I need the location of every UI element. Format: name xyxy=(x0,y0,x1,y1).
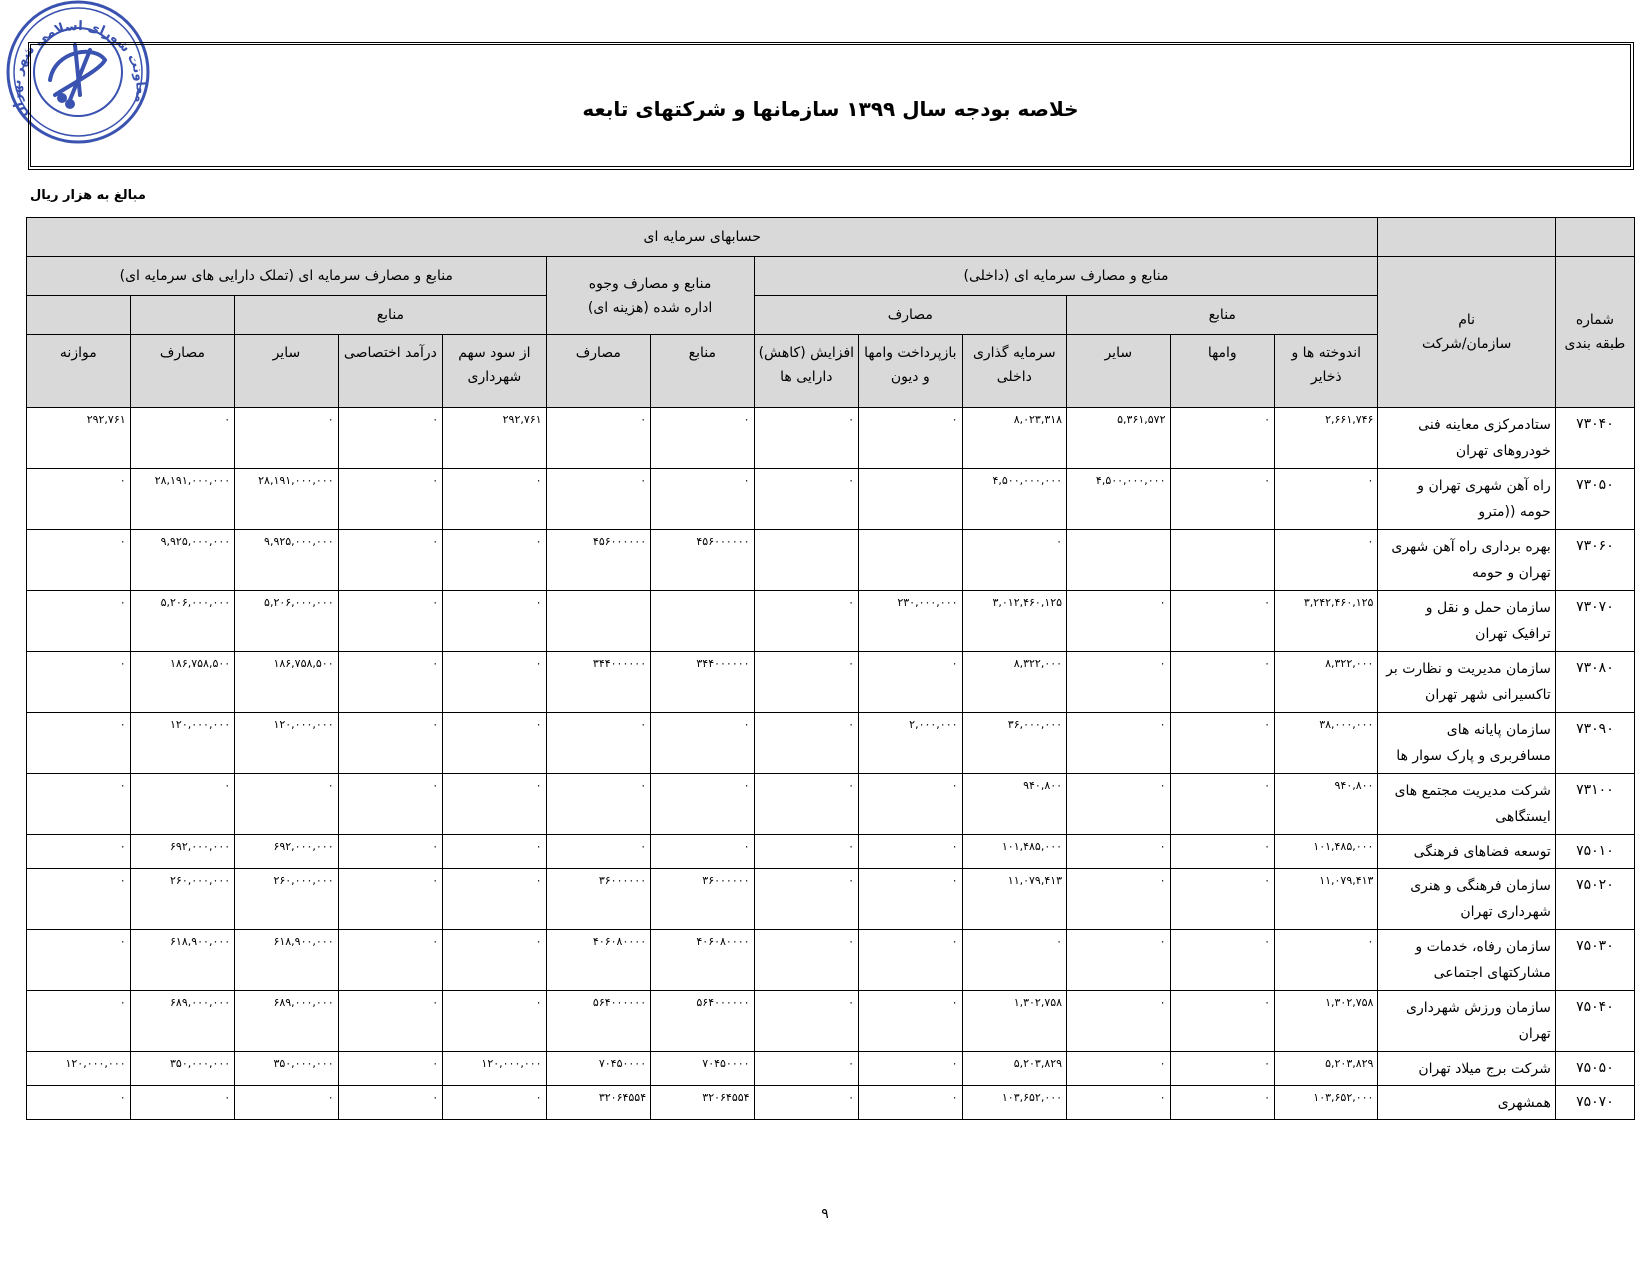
row-value: ۰ xyxy=(651,713,754,774)
header-blank-balance xyxy=(27,296,131,335)
row-value: ۰ xyxy=(1275,469,1378,530)
row-value xyxy=(754,530,859,591)
row-value: ۰ xyxy=(27,835,131,869)
row-value: ۰ xyxy=(754,1052,859,1086)
row-value: ۲,۶۶۱,۷۴۶ xyxy=(1275,408,1378,469)
row-value: ۰ xyxy=(1067,713,1170,774)
row-value: ۲,۰۰۰,۰۰۰ xyxy=(859,713,962,774)
row-value: ۰ xyxy=(27,652,131,713)
row-code: ۷۳۰۸۰ xyxy=(1555,652,1634,713)
row-value: ۰ xyxy=(1067,652,1170,713)
row-value: ۰ xyxy=(962,930,1067,991)
row-value: ۰ xyxy=(859,652,962,713)
row-value: ۵,۲۰۶,۰۰۰,۰۰۰ xyxy=(235,591,338,652)
row-value: ۵,۲۰۶,۰۰۰,۰۰۰ xyxy=(130,591,235,652)
row-value: ۰ xyxy=(338,591,443,652)
row-value: ۱۰۱,۴۸۵,۰۰۰ xyxy=(1275,835,1378,869)
row-value: ۰ xyxy=(1067,991,1170,1052)
row-value: ۰ xyxy=(754,991,859,1052)
row-value: ۰ xyxy=(1067,774,1170,835)
col-managed-sources: منابع xyxy=(651,335,754,408)
row-value xyxy=(1067,530,1170,591)
row-value: ۰ xyxy=(338,469,443,530)
col-internal-investment: سرمایه گذاری داخلی xyxy=(962,335,1067,408)
header-capital-accounts: حسابهای سرمایه ای xyxy=(27,218,1378,257)
row-value: ۰ xyxy=(130,1086,235,1120)
row-value: ۰ xyxy=(651,469,754,530)
page-title: خلاصه بودجه سال ۱۳۹۹ سازمانها و شرکتهای تابعه xyxy=(582,97,1079,121)
table-row xyxy=(27,774,1635,835)
row-value: ۰ xyxy=(754,774,859,835)
table-row xyxy=(27,869,1635,930)
row-value: ۰ xyxy=(651,408,754,469)
row-code: ۷۵۰۳۰ xyxy=(1555,930,1634,991)
row-value: ۶۱۸,۹۰۰,۰۰۰ xyxy=(235,930,338,991)
row-value: ۰ xyxy=(1067,835,1170,869)
row-code: ۷۳۰۶۰ xyxy=(1555,530,1634,591)
row-code: ۷۳۰۹۰ xyxy=(1555,713,1634,774)
table-row xyxy=(27,530,1635,591)
col-loan-repayment: بازپرداخت وامها و دیون xyxy=(859,335,962,408)
row-value: ۰ xyxy=(27,774,131,835)
row-value: ۰ xyxy=(754,591,859,652)
row-value: ۰ xyxy=(754,652,859,713)
row-value: ۰ xyxy=(546,469,651,530)
row-value: ۵۶۴۰۰۰۰۰۰ xyxy=(651,991,754,1052)
row-value: ۳۶,۰۰۰,۰۰۰ xyxy=(962,713,1067,774)
row-value: ۰ xyxy=(27,530,131,591)
row-value: ۲۹۲,۷۶۱ xyxy=(443,408,546,469)
table-row xyxy=(27,1086,1635,1120)
row-value: ۰ xyxy=(1170,1086,1275,1120)
header-internal: منابع و مصارف سرمایه ای (داخلی) xyxy=(754,257,1378,296)
row-value: ۰ xyxy=(1067,1052,1170,1086)
row-name: سازمان پایانه های مسافربری و پارک سوار ها xyxy=(1378,713,1555,774)
row-code: ۷۳۱۰۰ xyxy=(1555,774,1634,835)
page-number: ۹ xyxy=(821,1206,829,1222)
row-value: ۰ xyxy=(338,1086,443,1120)
row-value: ۱۰۱,۴۸۵,۰۰۰ xyxy=(962,835,1067,869)
row-value: ۰ xyxy=(130,774,235,835)
col-other-2: سایر xyxy=(235,335,338,408)
row-value: ۱۰۳,۶۵۲,۰۰۰ xyxy=(1275,1086,1378,1120)
row-value: ۰ xyxy=(859,774,962,835)
header-acquisition: منابع و مصارف سرمایه ای (تملک دارایی های سرمایه ای) xyxy=(27,257,547,296)
table-row xyxy=(27,835,1635,869)
row-value: ۰ xyxy=(754,1086,859,1120)
row-value: ۰ xyxy=(1275,930,1378,991)
row-value: ۳۶۰۰۰۰۰۰ xyxy=(651,869,754,930)
row-value: ۰ xyxy=(443,835,546,869)
row-value: ۰ xyxy=(443,469,546,530)
row-value: ۱۲۰,۰۰۰,۰۰۰ xyxy=(443,1052,546,1086)
row-value: ۰ xyxy=(1170,713,1275,774)
row-name: همشهری xyxy=(1378,1086,1555,1120)
row-value: ۰ xyxy=(546,408,651,469)
row-value: ۱۱,۰۷۹,۴۱۳ xyxy=(962,869,1067,930)
row-value: ۰ xyxy=(859,869,962,930)
header-blank-uses2 xyxy=(130,296,235,335)
row-value: ۰ xyxy=(1067,591,1170,652)
col-reserves: اندوخته ها و ذخایر xyxy=(1275,335,1378,408)
row-value: ۰ xyxy=(338,869,443,930)
row-value: ۰ xyxy=(754,408,859,469)
unit-note: مبالغ به هزار ریال xyxy=(30,188,146,203)
row-value: ۰ xyxy=(1067,1086,1170,1120)
row-value: ۰ xyxy=(443,652,546,713)
row-value: ۰ xyxy=(859,408,962,469)
row-name: شرکت مدیریت مجتمع های ایستگاهی xyxy=(1378,774,1555,835)
row-value: ۵,۲۰۳,۸۲۹ xyxy=(962,1052,1067,1086)
row-value: ۱۸۶,۷۵۸,۵۰۰ xyxy=(130,652,235,713)
row-value: ۰ xyxy=(1170,652,1275,713)
row-value: ۰ xyxy=(962,530,1067,591)
row-value: ۰ xyxy=(859,1086,962,1120)
row-value: ۰ xyxy=(859,835,962,869)
row-value: ۲۳۰,۰۰۰,۰۰۰ xyxy=(859,591,962,652)
row-value: ۰ xyxy=(27,591,131,652)
row-name: سازمان رفاه، خدمات و مشارکتهای اجتماعی xyxy=(1378,930,1555,991)
svg-text:معاونت شورای اسلامی شهر تهران: معاونت شورای اسلامی شهر تهران xyxy=(9,18,148,121)
row-value: ۰ xyxy=(1170,930,1275,991)
row-value: ۰ xyxy=(235,774,338,835)
col-municipal-profit: از سود سهم شهرداری xyxy=(443,335,546,408)
row-value: ۱۱,۰۷۹,۴۱۳ xyxy=(1275,869,1378,930)
row-value: ۰ xyxy=(443,774,546,835)
row-value: ۰ xyxy=(443,930,546,991)
header-code: شماره طبقه بندی xyxy=(1555,257,1634,408)
row-value: ۰ xyxy=(1170,591,1275,652)
row-name: توسعه فضاهای فرهنگی xyxy=(1378,835,1555,869)
row-value: ۰ xyxy=(27,713,131,774)
row-value: ۰ xyxy=(443,869,546,930)
table-row xyxy=(27,591,1635,652)
col-managed-uses: مصارف xyxy=(546,335,651,408)
row-code: ۷۵۰۲۰ xyxy=(1555,869,1634,930)
row-value: ۳۸,۰۰۰,۰۰۰ xyxy=(1275,713,1378,774)
row-value: ۸,۳۲۲,۰۰۰ xyxy=(962,652,1067,713)
row-value: ۱۲۰,۰۰۰,۰۰۰ xyxy=(27,1052,131,1086)
row-value: ۰ xyxy=(1170,774,1275,835)
row-value: ۰ xyxy=(338,408,443,469)
row-value: ۰ xyxy=(27,869,131,930)
row-value xyxy=(546,591,651,652)
row-value: ۰ xyxy=(443,991,546,1052)
row-name: ستادمرکزی معاینه فنی خودروهای تهران xyxy=(1378,408,1555,469)
row-code: ۷۳۰۴۰ xyxy=(1555,408,1634,469)
col-uses-2: مصارف xyxy=(130,335,235,408)
row-value: ۰ xyxy=(1170,408,1275,469)
row-value: ۴,۵۰۰,۰۰۰,۰۰۰ xyxy=(1067,469,1170,530)
row-value: ۳,۲۴۲,۴۶۰,۱۲۵ xyxy=(1275,591,1378,652)
row-name: شرکت برج میلاد تهران xyxy=(1378,1052,1555,1086)
row-name: راه آهن شهری تهران و حومه ((مترو xyxy=(1378,469,1555,530)
table-row xyxy=(27,652,1635,713)
row-code: ۷۵۰۵۰ xyxy=(1555,1052,1634,1086)
header-blank-code xyxy=(1555,218,1634,257)
col-balance: موازنه xyxy=(27,335,131,408)
row-value: ۱۰۳,۶۵۲,۰۰۰ xyxy=(962,1086,1067,1120)
row-value: ۶۸۹,۰۰۰,۰۰۰ xyxy=(235,991,338,1052)
row-value: ۲۶۰,۰۰۰,۰۰۰ xyxy=(235,869,338,930)
table-row xyxy=(27,930,1635,991)
row-value: ۴۵۶۰۰۰۰۰۰ xyxy=(651,530,754,591)
row-value: ۰ xyxy=(27,991,131,1052)
row-value: ۴,۵۰۰,۰۰۰,۰۰۰ xyxy=(962,469,1067,530)
row-value: ۰ xyxy=(443,713,546,774)
row-code: ۷۳۰۷۰ xyxy=(1555,591,1634,652)
header-uses: مصارف xyxy=(754,296,1066,335)
row-value: ۰ xyxy=(546,835,651,869)
table-row xyxy=(27,469,1635,530)
row-name: سازمان فرهنگی و هنری شهرداری تهران xyxy=(1378,869,1555,930)
row-value: ۰ xyxy=(338,774,443,835)
row-value: ۳۶۰۰۰۰۰۰ xyxy=(546,869,651,930)
row-value: ۳۲۰۶۴۵۵۴ xyxy=(651,1086,754,1120)
row-value: ۳۲۰۶۴۵۵۴ xyxy=(546,1086,651,1120)
row-value: ۰ xyxy=(546,774,651,835)
row-value: ۰ xyxy=(27,1086,131,1120)
header-sources-2: منابع xyxy=(235,296,546,335)
header-name: نام سازمان/شرکت xyxy=(1378,257,1555,408)
header-blank-name xyxy=(1378,218,1555,257)
row-value: ۷۰۴۵۰۰۰۰ xyxy=(651,1052,754,1086)
row-value: ۰ xyxy=(754,835,859,869)
row-value: ۸,۳۲۲,۰۰۰ xyxy=(1275,652,1378,713)
col-asset-change: افزایش (کاهش) دارایی ها xyxy=(754,335,859,408)
table-row xyxy=(27,991,1635,1052)
row-value: ۲۸,۱۹۱,۰۰۰,۰۰۰ xyxy=(130,469,235,530)
row-value: ۲۶۰,۰۰۰,۰۰۰ xyxy=(130,869,235,930)
row-value: ۱,۳۰۲,۷۵۸ xyxy=(962,991,1067,1052)
table-row xyxy=(27,1052,1635,1086)
table-row xyxy=(27,408,1635,469)
col-loans: وامها xyxy=(1170,335,1275,408)
row-value: ۰ xyxy=(859,991,962,1052)
row-value: ۱۸۶,۷۵۸,۵۰۰ xyxy=(235,652,338,713)
row-value: ۳۴۴۰۰۰۰۰۰ xyxy=(546,652,651,713)
row-code: ۷۳۰۵۰ xyxy=(1555,469,1634,530)
row-value: ۰ xyxy=(754,713,859,774)
row-value: ۲۸,۱۹۱,۰۰۰,۰۰۰ xyxy=(235,469,338,530)
row-code: ۷۵۰۱۰ xyxy=(1555,835,1634,869)
row-value: ۵,۳۶۱,۵۷۲ xyxy=(1067,408,1170,469)
row-value: ۰ xyxy=(27,469,131,530)
row-value: ۱۲۰,۰۰۰,۰۰۰ xyxy=(235,713,338,774)
row-value: ۹۴۰,۸۰۰ xyxy=(1275,774,1378,835)
row-value: ۹۴۰,۸۰۰ xyxy=(962,774,1067,835)
row-value: ۵۶۴۰۰۰۰۰۰ xyxy=(546,991,651,1052)
row-value: ۰ xyxy=(651,835,754,869)
row-value: ۹,۹۲۵,۰۰۰,۰۰۰ xyxy=(130,530,235,591)
row-value: ۰ xyxy=(859,930,962,991)
row-value: ۰ xyxy=(1170,835,1275,869)
row-value: ۰ xyxy=(1170,869,1275,930)
row-value: ۶۱۸,۹۰۰,۰۰۰ xyxy=(130,930,235,991)
row-value xyxy=(651,591,754,652)
row-value: ۰ xyxy=(338,930,443,991)
row-value: ۳۵۰,۰۰۰,۰۰۰ xyxy=(235,1052,338,1086)
row-value: ۰ xyxy=(443,1086,546,1120)
row-value: ۰ xyxy=(235,1086,338,1120)
row-value: ۰ xyxy=(1067,869,1170,930)
row-code: ۷۵۰۷۰ xyxy=(1555,1086,1634,1120)
row-value: ۶۹۲,۰۰۰,۰۰۰ xyxy=(235,835,338,869)
row-value: ۰ xyxy=(651,774,754,835)
row-value: ۱۲۰,۰۰۰,۰۰۰ xyxy=(130,713,235,774)
row-value: ۸,۰۲۳,۳۱۸ xyxy=(962,408,1067,469)
row-value: ۰ xyxy=(859,1052,962,1086)
row-name: سازمان مدیریت و نظارت بر تاکسیرانی شهر تهران xyxy=(1378,652,1555,713)
title-box xyxy=(28,42,1634,170)
col-dedicated-income: درآمد اختصاصی xyxy=(338,335,443,408)
row-value: ۳۴۴۰۰۰۰۰۰ xyxy=(651,652,754,713)
header-managed-funds: منابع و مصارف وجوه اداره شده (هزینه ای) xyxy=(546,257,754,335)
row-value xyxy=(1170,530,1275,591)
row-value: ۴۵۶۰۰۰۰۰۰ xyxy=(546,530,651,591)
row-value: ۰ xyxy=(1170,469,1275,530)
row-value: ۰ xyxy=(338,713,443,774)
row-value: ۰ xyxy=(754,469,859,530)
table-body xyxy=(27,408,1635,1120)
header-sources: منابع xyxy=(1067,296,1378,335)
row-code: ۷۵۰۴۰ xyxy=(1555,991,1634,1052)
row-value: ۱,۳۰۲,۷۵۸ xyxy=(1275,991,1378,1052)
row-value: ۰ xyxy=(338,1052,443,1086)
row-value: ۰ xyxy=(1275,530,1378,591)
row-value: ۰ xyxy=(754,930,859,991)
row-value: ۳۵۰,۰۰۰,۰۰۰ xyxy=(130,1052,235,1086)
row-value: ۳,۰۱۲,۴۶۰,۱۲۵ xyxy=(962,591,1067,652)
row-value: ۰ xyxy=(235,408,338,469)
row-value: ۶۹۲,۰۰۰,۰۰۰ xyxy=(130,835,235,869)
budget-table xyxy=(26,217,1635,1120)
row-value: ۲۹۲,۷۶۱ xyxy=(27,408,131,469)
row-value: ۰ xyxy=(338,652,443,713)
row-name: بهره برداری راه آهن شهری تهران و حومه xyxy=(1378,530,1555,591)
row-value: ۰ xyxy=(1170,991,1275,1052)
row-value xyxy=(859,469,962,530)
row-value: ۰ xyxy=(754,869,859,930)
row-value: ۰ xyxy=(1170,1052,1275,1086)
row-value: ۵,۲۰۳,۸۲۹ xyxy=(1275,1052,1378,1086)
row-value: ۰ xyxy=(1067,930,1170,991)
row-value: ۶۸۹,۰۰۰,۰۰۰ xyxy=(130,991,235,1052)
row-value: ۹,۹۲۵,۰۰۰,۰۰۰ xyxy=(235,530,338,591)
row-name: سازمان حمل و نقل و ترافیک تهران xyxy=(1378,591,1555,652)
row-value: ۰ xyxy=(443,591,546,652)
row-value: ۰ xyxy=(338,991,443,1052)
row-value: ۴۰۶۰۸۰۰۰۰ xyxy=(546,930,651,991)
table-row xyxy=(27,713,1635,774)
row-value: ۰ xyxy=(27,930,131,991)
row-value: ۰ xyxy=(338,530,443,591)
col-other: سایر xyxy=(1067,335,1170,408)
row-value xyxy=(859,530,962,591)
row-value: ۰ xyxy=(338,835,443,869)
row-value: ۰ xyxy=(130,408,235,469)
row-value: ۰ xyxy=(443,530,546,591)
row-value: ۰ xyxy=(546,713,651,774)
row-value: ۷۰۴۵۰۰۰۰ xyxy=(546,1052,651,1086)
row-name: سازمان ورزش شهرداری تهران xyxy=(1378,991,1555,1052)
row-value: ۴۰۶۰۸۰۰۰۰ xyxy=(651,930,754,991)
